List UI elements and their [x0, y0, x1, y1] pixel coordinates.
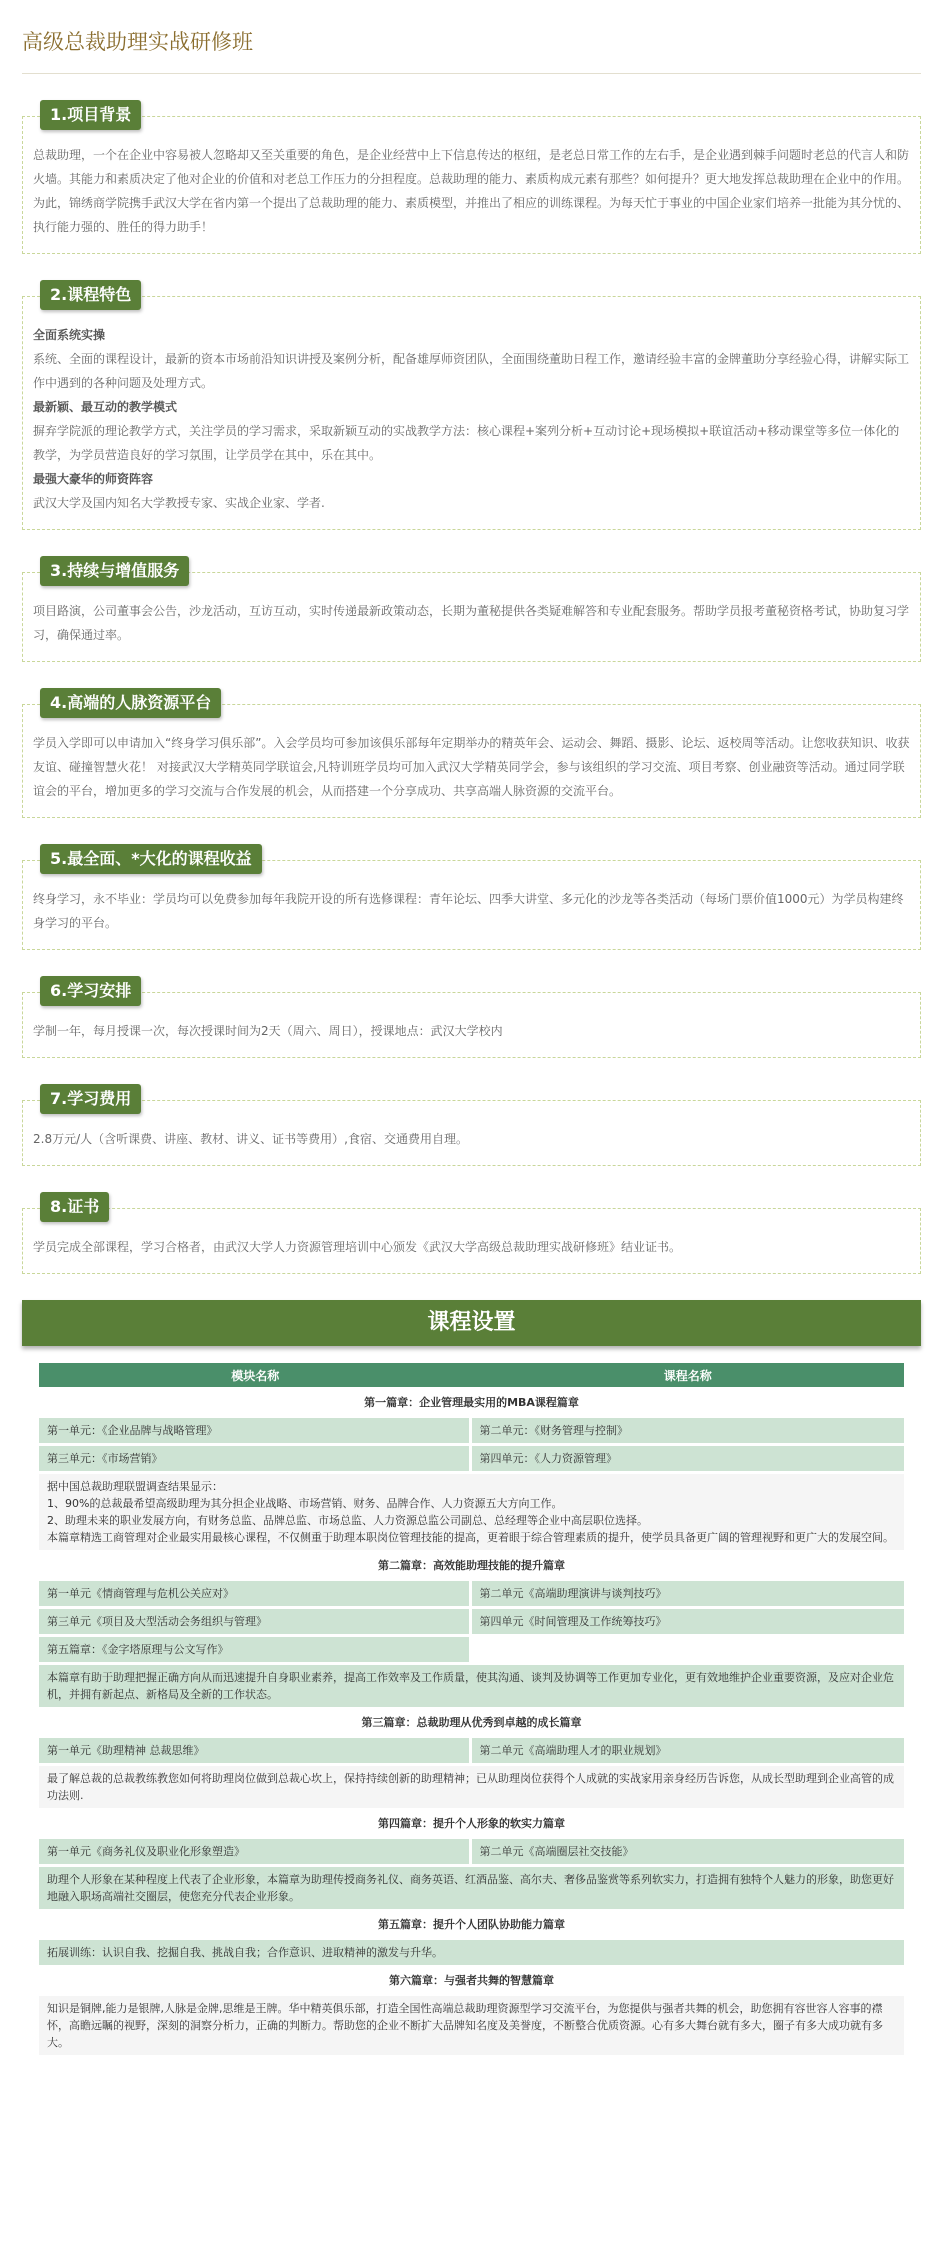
chapter-note-row	[39, 1665, 904, 1707]
section-paragraph: 学员入学即可以申请加入“终身学习俱乐部”。入会学员均可参加该俱乐部每年定期举办的精英年会、运动会、舞蹈、摄影、论坛、返校周等活动。让您收获知识、收获友谊、碰撞智慧火花！ 对接武汉大学精英同学联谊会,凡特训班学员均可加入武汉大学精英同学会，参与该组织的学习交流、项目考察、创业融资等活动。通过同学联谊会的平台，增加更多的学习交流与合作发展的机会，从而搭建一个分享成功、共享高端人脉资源的交流平台。	[33, 736, 910, 798]
unit-row	[39, 1609, 904, 1634]
unit-cell-course: 第二单元《高端助理人才的职业规划》	[472, 1738, 905, 1763]
unit-row	[39, 1418, 904, 1443]
feature-heading: 最强大豪华的师资阵容	[33, 472, 154, 486]
section-2	[22, 280, 921, 530]
course-table-header-row	[39, 1363, 904, 1387]
chapter-title: 第六篇章：与强者共舞的智慧篇章	[39, 1968, 904, 1993]
section-paragraph: 学制一年，每月授课一次，每次授课时间为2天（周六、周日），授课地点：武汉大学校内	[33, 1024, 503, 1038]
unit-cell-course	[472, 1637, 905, 1662]
section-1	[22, 100, 921, 254]
section-label: 4.高端的人脉资源平台	[40, 688, 221, 718]
chapter-title: 第一篇章：企业管理最实用的MBA课程篇章	[39, 1390, 904, 1415]
chapter-title-row	[39, 1968, 904, 1993]
section-label: 7.学习费用	[40, 1084, 141, 1114]
course-table-body	[39, 1390, 904, 2055]
unit-cell-module: 第一单元《商务礼仪及职业化形象塑造》	[39, 1839, 472, 1864]
feature-text: 系统、全面的课程设计，最新的资本市场前沿知识讲授及案例分析，配备雄厚师资团队，全面围绕董助日程工作，邀请经验丰富的金牌董助分享经验心得，讲解实际工作中遇到的各种问题及处理方式。	[33, 352, 910, 390]
chapter-note-row	[39, 1766, 904, 1808]
feature-heading: 全面系统实操	[33, 328, 106, 342]
feature-text: 武汉大学及国内知名大学教授专家、实战企业家、学者.	[33, 496, 325, 510]
section-paragraph: 学员完成全部课程，学习合格者，由武汉大学人力资源管理培训中心颁发《武汉大学高级总裁助理实战研修班》结业证书。	[33, 1240, 682, 1254]
chapter-title: 第二篇章：高效能助理技能的提升篇章	[39, 1553, 904, 1578]
unit-cell-module: 第五篇章：《金字塔原理与公文写作》	[39, 1637, 472, 1662]
section-paragraph: 终身学习，永不毕业：学员均可以免费参加每年我院开设的所有选修课程：青年论坛、四季大讲堂、多元化的沙龙等各类活动（每场门票价值1000元）为学员构建终身学习的平台。	[33, 892, 904, 930]
section-5	[22, 844, 921, 950]
section-content	[22, 1208, 921, 1274]
section-content	[22, 296, 921, 530]
unit-cell-module: 第三单元《项目及大型活动会务组织与管理》	[39, 1609, 472, 1634]
chapter-title: 第四篇章：提升个人形象的软实力篇章	[39, 1811, 904, 1836]
chapter-title: 第三篇章：总裁助理从优秀到卓越的成长篇章	[39, 1710, 904, 1735]
chapter-title-row	[39, 1811, 904, 1836]
section-paragraph: 项目路演，公司董事会公告，沙龙活动，互访互动，实时传递最新政策动态，长期为董秘提供各类疑难解答和专业配套服务。帮助学员报考董秘资格考试，协助复习学习，确保通过率。	[33, 604, 910, 642]
chapter-note: 助理个人形象在某种程度上代表了企业形象，本篇章为助理传授商务礼仪、商务英语、红酒品鉴、高尔夫、奢侈品鉴赏等系列软实力，打造拥有独特个人魅力的形象，助您更好地融入职场高端社交圈层，使您充分代表企业形象。	[39, 1867, 904, 1909]
chapter-note-row	[39, 1996, 904, 2055]
section-content	[22, 1100, 921, 1166]
unit-cell-module: 第三单元：《市场营销》	[39, 1446, 472, 1471]
section-label: 2.课程特色	[40, 280, 141, 310]
header-course-name: 课程名称	[472, 1363, 905, 1387]
unit-cell-course: 第二单元《高端助理演讲与谈判技巧》	[472, 1581, 905, 1606]
chapter-title-row	[39, 1710, 904, 1735]
feature-text: 摒弃学院派的理论教学方式，关注学员的学习需求，采取新颖互动的实战教学方法：核心课程+案列分析+互动讨论+现场模拟+联谊活动+移动课堂等多位一体化的教学，为学员营造良好的学习氛围，让学员学在其中，乐在其中。	[33, 424, 900, 462]
unit-cell-module: 第一单元：《企业品牌与战略管理》	[39, 1418, 472, 1443]
chapter-note: 据中国总裁助理联盟调查结果显示： 1、90%的总裁最希望高级助理为其分担企业战略、市场营销、财务、品牌合作、人力资源五大方向工作。 2、助理未来的职业发展方向，有财务总监、品牌总监、市场总监、人力资源总监公司副总、总经理等企业中高层职位选择。 本篇章精选工商管理对企业最实用最核心课程，不仅侧重于助理本职岗位管理技能的提高，更着眼于综合管理素质的提升，使学员具备更广阔的管理视野和更广大的发展空间。	[39, 1474, 904, 1550]
chapter-title-row	[39, 1390, 904, 1415]
chapter-title-row	[39, 1553, 904, 1578]
unit-row	[39, 1446, 904, 1471]
section-paragraph: 总裁助理，一个在企业中容易被人忽略却又至关重要的角色，是企业经营中上下信息传达的枢纽，是老总日常工作的左右手，是企业遇到棘手问题时老总的代言人和防火墙。其能力和素质决定了他对企业的价值和对老总工作压力的分担程度。总裁助理的能力、素质构成元素有那些？如何提升？更大地发挥总裁助理在企业中的作用。为此，锦绣商学院携手武汉大学在省内第一个提出了总裁助理的能力、素质模型，并推出了相应的训练课程。为每天忙于事业的中国企业家们培养一批能为其分忧的、执行能力强的、胜任的得力助手！	[33, 148, 910, 234]
course-table	[39, 1360, 904, 2058]
unit-cell-course: 第四单元《时间管理及工作统筹技巧》	[472, 1609, 905, 1634]
section-label: 8.证书	[40, 1192, 109, 1222]
section-content	[22, 704, 921, 818]
section-3	[22, 556, 921, 662]
chapter-note: 拓展训练：认识自我、挖掘自我、挑战自我；合作意识、进取精神的激发与升华。	[39, 1940, 904, 1965]
unit-row	[39, 1839, 904, 1864]
unit-row	[39, 1581, 904, 1606]
section-content	[22, 992, 921, 1058]
section-7	[22, 1084, 921, 1166]
unit-cell-course: 第二单元：《财务管理与控制》	[472, 1418, 905, 1443]
chapter-note: 最了解总裁的总裁教练教您如何将助理岗位做到总裁心坎上，保持持续创新的助理精神；已从助理岗位获得个人成就的实战家用亲身经历告诉您，从成长型助理到企业高管的成功法则.	[39, 1766, 904, 1808]
section-label: 1.项目背景	[40, 100, 141, 130]
sections-container	[22, 100, 921, 1274]
unit-row	[39, 1637, 904, 1662]
section-8	[22, 1192, 921, 1274]
section-4	[22, 688, 921, 818]
chapter-title-row	[39, 1912, 904, 1937]
section-label: 5.最全面、*大化的课程收益	[40, 844, 262, 874]
section-label: 6.学习安排	[40, 976, 141, 1006]
section-6	[22, 976, 921, 1058]
chapter-note-row	[39, 1867, 904, 1909]
unit-cell-course: 第二单元《高端圈层社交技能》	[472, 1839, 905, 1864]
chapter-title: 第五篇章：提升个人团队协助能力篇章	[39, 1912, 904, 1937]
chapter-note-row	[39, 1474, 904, 1550]
header-module-name: 模块名称	[39, 1363, 472, 1387]
section-paragraph: 2.8万元/人（含听课费、讲座、教材、讲义、证书等费用）,食宿、交通费用自理。	[33, 1132, 468, 1146]
unit-cell-course: 第四单元：《人力资源管理》	[472, 1446, 905, 1471]
unit-row	[39, 1738, 904, 1763]
section-content	[22, 116, 921, 254]
chapter-note: 知识是铜牌,能力是银牌,人脉是金牌,思维是王牌。华中精英俱乐部，打造全国性高端总裁助理资源型学习交流平台，为您提供与强者共舞的机会，助您拥有容世容人容事的襟怀，高瞻远瞩的视野，深刻的洞察分析力，正确的判断力。帮助您的企业不断扩大品牌知名度及美誉度，不断整合优质资源。心有多大舞台就有多大，圈子有多大成功就有多大。	[39, 1996, 904, 2055]
unit-cell-module: 第一单元《情商管理与危机公关应对》	[39, 1581, 472, 1606]
chapter-note-row	[39, 1940, 904, 1965]
page-title: 高级总裁助理实战研修班	[22, 0, 921, 74]
section-label: 3.持续与增值服务	[40, 556, 189, 586]
chapter-note: 本篇章有助于助理把握正确方向从而迅速提升自身职业素养，提高工作效率及工作质量，使其沟通、谈判及协调等工作更加专业化，更有效地维护企业重要资源，及应对企业危机，并拥有新起点、新格局及全新的工作状态。	[39, 1665, 904, 1707]
feature-heading: 最新颖、最互动的教学模式	[33, 400, 178, 414]
course-settings-banner: 课程设置	[22, 1300, 921, 1346]
unit-cell-module: 第一单元《助理精神 总裁思维》	[39, 1738, 472, 1763]
